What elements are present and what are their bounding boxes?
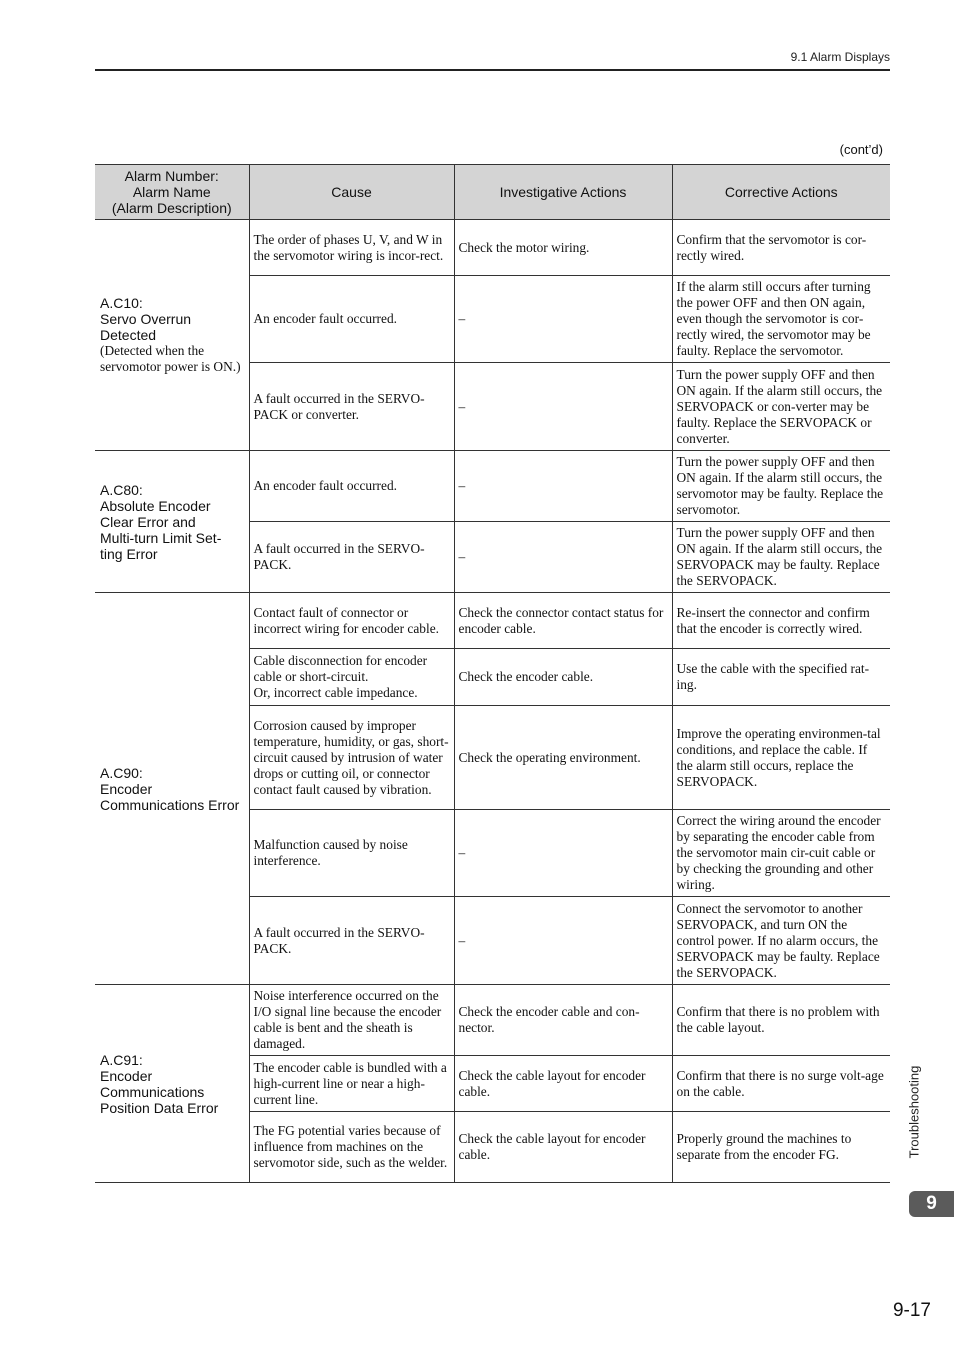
investigative-cell: –	[454, 522, 672, 593]
header-cause: Cause	[249, 165, 454, 220]
cause-cell: A fault occurred in the SERVO-PACK.	[249, 522, 454, 593]
investigative-cell: –	[454, 810, 672, 897]
investigative-cell: –	[454, 276, 672, 363]
alarm-name-line: Communications Error	[100, 796, 240, 813]
cause-cell: A fault occurred in the SERVO-PACK.	[249, 897, 454, 985]
section-side-tab	[901, 1060, 927, 1164]
corrective-cell: Correct the wiring around the encoder by separating the encoder cable from the servomotor main cir-cuit cable or by checking the grounding and other wiring.	[672, 810, 890, 897]
header-rule	[95, 69, 890, 71]
table-header-row	[95, 165, 890, 220]
table-row	[95, 593, 890, 649]
alarm-cell	[95, 985, 249, 1183]
investigative-cell: Check the connector contact status for encoder cable.	[454, 593, 672, 649]
investigative-cell: Check the motor wiring.	[454, 220, 672, 276]
cause-cell: An encoder fault occurred.	[249, 276, 454, 363]
alarm-table-body	[95, 220, 890, 1183]
corrective-cell: Confirm that the servomotor is cor-rectly wired.	[672, 220, 890, 276]
cause-cell: A fault occurred in the SERVO-PACK or converter.	[249, 363, 454, 451]
header-investigative-actions: Investigative Actions	[454, 165, 672, 220]
corrective-cell: If the alarm still occurs after turning the power OFF and then ON again, even though the servomotor is cor-rectly wired, the servomotor may be faulty. Replace the servomotor.	[672, 276, 890, 363]
corrective-cell: Confirm that there is no surge volt-age on the cable.	[672, 1056, 890, 1112]
alarm-name-line: Communications	[100, 1083, 205, 1100]
investigative-cell: Check the cable layout for encoder cable.	[454, 1056, 672, 1112]
cause-cell: The FG potential varies because of influence from machines on the servomotor side, such as the welder.	[249, 1112, 454, 1183]
alarm-cell	[95, 451, 249, 593]
corrective-cell: Turn the power supply OFF and then ON again. If the alarm still occurs, the SERVOPACK may be faulty. Replace the SERVOPACK.	[672, 522, 890, 593]
investigative-cell: –	[454, 363, 672, 451]
cause-cell: Corrosion caused by improper temperature, humidity, or gas, short-circuit caused by intrusion of water drops or cutting oil, or connector contact fault caused by vibration.	[249, 706, 454, 810]
corrective-cell: Turn the power supply OFF and then ON again. If the alarm still occurs, the servomotor may be faulty. Replace the servomotor.	[672, 451, 890, 522]
running-header: 9.1 Alarm Displays	[790, 50, 890, 64]
cause-cell: Malfunction caused by noise interference.	[249, 810, 454, 897]
investigative-cell: Check the encoder cable and con-nector.	[454, 985, 672, 1056]
table-row	[95, 985, 890, 1056]
alarm-number: A.C80:	[100, 481, 143, 498]
corrective-cell: Use the cable with the specified rat-ing.	[672, 649, 890, 706]
corrective-cell: Turn the power supply OFF and then ON again. If the alarm still occurs, the SERVOPACK or con-verter may be faulty. Replace the SERVOPACK or converter.	[672, 363, 890, 451]
alarm-name-line: Encoder	[100, 780, 153, 797]
alarm-name-line: Position Data Error	[100, 1099, 219, 1116]
alarm-name-line: Multi-turn Limit Set-	[100, 529, 222, 546]
investigative-cell: Check the operating environment.	[454, 706, 672, 810]
alarm-cell	[95, 593, 249, 985]
investigative-cell: –	[454, 451, 672, 522]
cause-cell: An encoder fault occurred.	[249, 451, 454, 522]
investigative-cell: Check the cable layout for encoder cable.	[454, 1112, 672, 1183]
continued-label: (cont’d)	[839, 142, 883, 157]
corrective-cell: Improve the operating environmen-tal conditions, and replace the cable. If the alarm still occurs, replace the SERVOPACK.	[672, 706, 890, 810]
alarm-number: A.C90:	[100, 764, 143, 781]
corrective-cell: Connect the servomotor to another SERVOPACK, and turn ON the control power. If no alarm occurs, the SERVOPACK may be faulty. Replace the SERVOPACK.	[672, 897, 890, 985]
cause-cell: Noise interference occurred on the I/O signal line because the encoder cable is bent and the sheath is damaged.	[249, 985, 454, 1056]
cause-cell: Cable disconnection for encoder cable or short-circuit. Or, incorrect cable impedance.	[249, 649, 454, 706]
table-row	[95, 451, 890, 522]
table-row	[95, 220, 890, 276]
cause-cell: Contact fault of connector or incorrect wiring for encoder cable.	[249, 593, 454, 649]
alarm-table	[95, 164, 890, 1183]
alarm-name-line: Detected	[100, 327, 157, 343]
side-tab-label: Troubleshooting	[906, 1065, 922, 1159]
alarm-name-line: Encoder	[100, 1067, 153, 1084]
alarm-number: A.C10:	[100, 295, 143, 311]
cause-cell: The encoder cable is bundled with a high-current line or near a high-current line.	[249, 1056, 454, 1112]
header-alarm-number: Alarm Number: Alarm Name (Alarm Description)	[95, 165, 249, 220]
header-corrective-actions: Corrective Actions	[672, 165, 890, 220]
alarm-name-line: ting Error	[100, 545, 158, 562]
alarm-cell	[95, 220, 249, 451]
investigative-cell: –	[454, 897, 672, 985]
alarm-description: (Detected when the servomotor power is ON.)	[100, 343, 241, 374]
investigative-cell: Check the encoder cable.	[454, 649, 672, 706]
alarm-name-line: Clear Error and	[100, 513, 196, 530]
corrective-cell: Confirm that there is no problem with the cable layout.	[672, 985, 890, 1056]
corrective-cell: Properly ground the machines to separate from the encoder FG.	[672, 1112, 890, 1183]
cause-cell: The order of phases U, V, and W in the servomotor wiring is incor-rect.	[249, 220, 454, 276]
corrective-cell: Re-insert the connector and confirm that the encoder is correctly wired.	[672, 593, 890, 649]
alarm-name-line: Servo Overrun	[100, 311, 192, 327]
chapter-tab: 9	[909, 1191, 954, 1217]
page-number: 9-17	[892, 1300, 931, 1321]
alarm-name-line: Absolute Encoder	[100, 497, 211, 514]
alarm-number: A.C91:	[100, 1051, 143, 1068]
